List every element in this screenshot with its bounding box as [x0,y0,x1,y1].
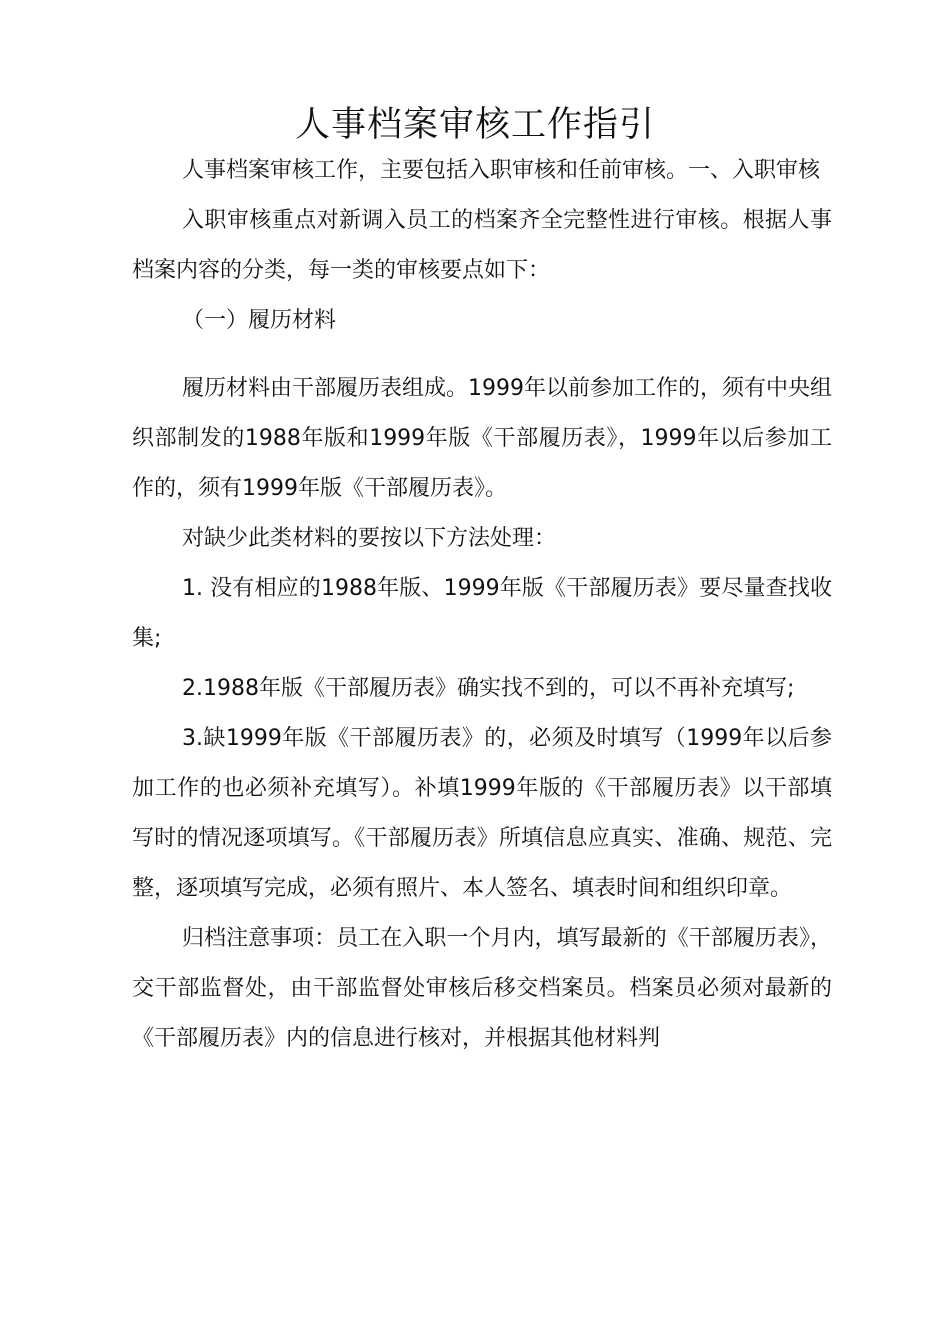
list-item-3: 3.缺1999年版《干部履历表》的，必须及时填写（1999年以后参加工作的也必须补充填写）。补填1999年版的《干部履历表》以干部填写时的情况逐项填写。《干部履历表》所填信息应真实、准确、规范、完整，逐项填写完成，必须有照片、本人签名、填表时间和组织印章。 [132,726,832,901]
handling-intro-paragraph: 对缺少此类材料的要按以下方法处理： [182,526,557,551]
archiving-notes-paragraph: 归档注意事项：员工在入职一个月内，填写最新的《干部履历表》，交干部监督处，由干部监督处审核后移交档案员。档案员必须对最新的《干部履历表》内的信息进行核对，并根据其他材料判 [132,926,832,1051]
section-heading-resume: （一）履历材料 [182,308,337,333]
list-item-2: 2.1988年版《干部履历表》确实找不到的，可以不再补充填写; [182,676,795,701]
list-item-1: 1. 没有相应的1988年版、1999年版《干部履历表》要尽量查找收集; [132,576,832,651]
intro-paragraph: 人事档案审核工作，主要包括入职审核和任前审核。一、入职审核 [182,158,821,183]
document-title: 人事档案审核工作指引 [294,105,655,145]
spacer [132,346,832,364]
document-body [132,146,832,1064]
onboarding-review-paragraph: 入职审核重点对新调入员工的档案齐全完整性进行审核。根据人事档案内容的分类，每一类的审核要点如下： [132,208,832,283]
resume-materials-paragraph: 履历材料由干部履历表组成。1999年以前参加工作的，须有中央组织部制发的1988年版和1999年版《干部履历表》，1999年以后参加工作的，须有1999年版《干部履历表》。 [132,376,832,501]
